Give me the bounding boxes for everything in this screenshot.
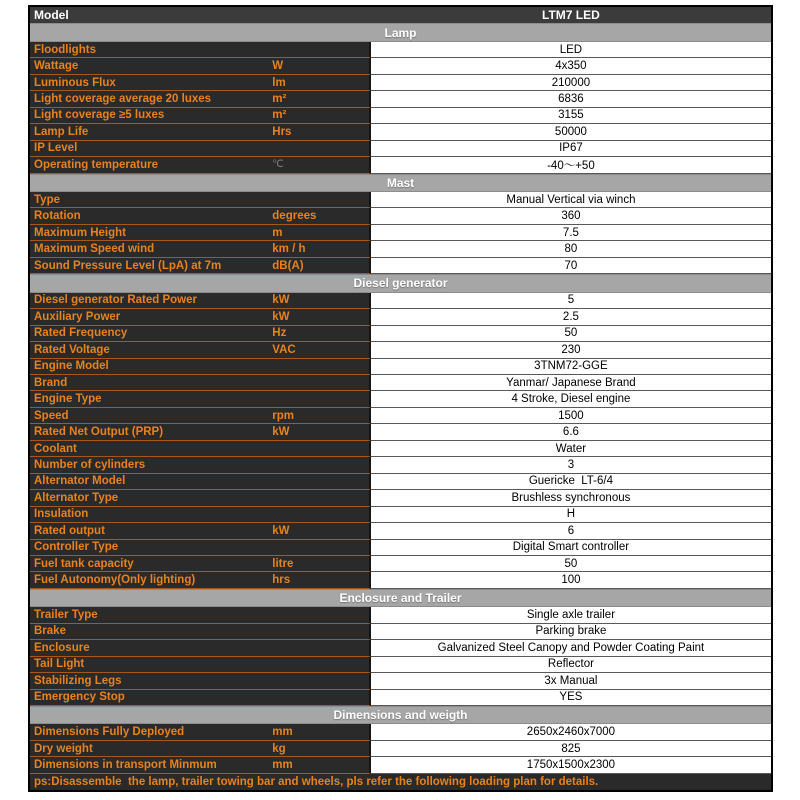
spec-row — [30, 293, 771, 309]
spec-row — [30, 375, 771, 391]
spec-row — [30, 75, 771, 91]
spec-label-cell — [30, 424, 371, 440]
spec-value: 230 — [371, 342, 771, 358]
spec-row — [30, 326, 771, 342]
spec-row — [30, 757, 771, 773]
spec-value: YES — [371, 690, 771, 706]
spec-value: 4 Stroke, Diesel engine — [371, 391, 771, 407]
spec-label: Stabilizing Legs — [34, 674, 122, 687]
spec-label: Controller Type — [34, 541, 119, 554]
spec-label-cell — [30, 408, 371, 424]
spec-row — [30, 141, 771, 157]
model-header-value: LTM7 LED — [542, 8, 600, 23]
spec-label-cell — [30, 157, 371, 173]
spec-unit: W — [272, 60, 284, 73]
spec-label-cell — [30, 673, 371, 689]
spec-row — [30, 42, 771, 58]
spec-value: 50 — [371, 326, 771, 342]
spec-row — [30, 724, 771, 740]
spec-value: Yanmar/ Japanese Brand — [371, 375, 771, 391]
spec-unit: km / h — [272, 243, 306, 256]
spec-unit: VAC — [272, 343, 296, 356]
spec-row — [30, 507, 771, 523]
footer-note: ps:Disassemble the lamp, trailer towing bar and wheels, pls refer the following loading plan for details. — [30, 774, 771, 790]
spec-row — [30, 108, 771, 124]
spec-value: 825 — [371, 741, 771, 757]
spec-label-cell — [30, 540, 371, 556]
spec-label-cell — [30, 108, 371, 124]
spec-unit: ℃ — [272, 159, 284, 171]
spec-value: Parking brake — [371, 624, 771, 640]
spec-label: Luminous Flux — [34, 76, 116, 89]
spec-label-cell — [30, 556, 371, 572]
spec-label-cell — [30, 91, 371, 107]
spec-row — [30, 607, 771, 623]
spec-label: Maximum Height — [34, 226, 127, 239]
spec-unit: degrees — [272, 210, 317, 223]
spec-row — [30, 225, 771, 241]
spec-label: Engine Model — [34, 360, 109, 373]
spec-row — [30, 540, 771, 556]
spec-label: Rated output — [34, 524, 105, 537]
spec-unit: m² — [272, 92, 287, 105]
spec-label-cell — [30, 58, 371, 74]
spec-label: Engine Type — [34, 393, 102, 406]
spec-label: Lamp Life — [34, 125, 89, 138]
spec-unit: kW — [272, 294, 290, 307]
spec-value: 4x350 — [371, 58, 771, 74]
spec-value: 50 — [371, 556, 771, 572]
spec-row — [30, 359, 771, 375]
spec-label: Dry weight — [34, 742, 93, 755]
spec-value: 210000 — [371, 75, 771, 91]
spec-value: 1500 — [371, 408, 771, 424]
spec-row — [30, 124, 771, 140]
spec-label-cell — [30, 241, 371, 257]
spec-label-cell — [30, 124, 371, 140]
spec-label-cell — [30, 192, 371, 208]
spec-value: Water — [371, 441, 771, 457]
spec-label: Alternator Type — [34, 491, 119, 504]
spec-unit: kW — [272, 310, 290, 323]
spec-unit: kg — [272, 742, 286, 755]
spec-label-cell — [30, 474, 371, 490]
spec-row — [30, 408, 771, 424]
spec-value: 6836 — [371, 91, 771, 107]
spec-label-cell — [30, 572, 371, 588]
spec-row — [30, 192, 771, 208]
spec-row — [30, 342, 771, 358]
spec-label: Brand — [34, 376, 68, 389]
spec-value: 6 — [371, 523, 771, 539]
spec-value: 7.5 — [371, 225, 771, 241]
spec-value: 3155 — [371, 108, 771, 124]
spec-label: Operating temperature — [34, 158, 158, 171]
spec-label: Dimensions Fully Deployed — [34, 726, 185, 739]
model-header-label: Model — [34, 8, 69, 23]
spec-label: Brake — [34, 625, 66, 638]
spec-label: Wattage — [34, 60, 79, 73]
spec-label: IP Level — [34, 142, 78, 155]
spec-value: -40～+50 — [371, 157, 771, 173]
spec-row — [30, 741, 771, 757]
spec-label: Type — [34, 193, 60, 206]
spec-row — [30, 241, 771, 257]
spec-label-cell — [30, 293, 371, 309]
spec-value: 70 — [371, 258, 771, 274]
spec-unit: m² — [272, 109, 287, 122]
spec-label: Fuel tank capacity — [34, 557, 134, 570]
spec-row — [30, 58, 771, 74]
spec-value: 5 — [371, 293, 771, 309]
spec-label: Rated Frequency — [34, 327, 128, 340]
spec-label-cell — [30, 457, 371, 473]
spec-unit: dB(A) — [272, 259, 304, 272]
spec-label: Insulation — [34, 508, 89, 521]
spec-value: 2.5 — [371, 309, 771, 325]
spec-value: Guericke LT-6/4 — [371, 474, 771, 490]
spec-row — [30, 523, 771, 539]
section-header: Enclosure and Trailer — [30, 589, 771, 607]
spec-label-cell — [30, 624, 371, 640]
spec-unit: Hrs — [272, 125, 292, 138]
spec-label-cell — [30, 507, 371, 523]
spec-label-cell — [30, 523, 371, 539]
spec-label-cell — [30, 75, 371, 91]
spec-label-cell — [30, 42, 371, 58]
spec-label: Enclosure — [34, 641, 90, 654]
spec-row — [30, 474, 771, 490]
model-header-row — [30, 7, 771, 23]
spec-label: Rated Net Output (PRP) — [34, 426, 164, 439]
spec-label: Rated Voltage — [34, 343, 110, 356]
spec-row — [30, 391, 771, 407]
spec-label-cell — [30, 326, 371, 342]
spec-value: 3 — [371, 457, 771, 473]
spec-label-cell — [30, 757, 371, 773]
spec-label: Coolant — [34, 442, 77, 455]
section-header: Mast — [30, 174, 771, 192]
spec-label-cell — [30, 690, 371, 706]
section-header: Lamp — [30, 23, 771, 41]
spec-value: H — [371, 507, 771, 523]
spec-table — [28, 5, 773, 792]
spec-label-cell — [30, 375, 371, 391]
section-header: Dimensions and weigth — [30, 706, 771, 724]
spec-row — [30, 157, 771, 173]
spec-value: Manual Vertical via winch — [371, 192, 771, 208]
spec-label-cell — [30, 309, 371, 325]
spec-row — [30, 690, 771, 706]
spec-row — [30, 441, 771, 457]
spec-row — [30, 424, 771, 440]
spec-label-cell — [30, 225, 371, 241]
spec-unit: rpm — [272, 409, 295, 422]
spec-value: IP67 — [371, 141, 771, 157]
spec-unit: mm — [272, 759, 293, 772]
spec-value: 100 — [371, 572, 771, 588]
spec-label-cell — [30, 441, 371, 457]
spec-label: Speed — [34, 409, 69, 422]
spec-row — [30, 490, 771, 506]
spec-value: 3TNM72-GGE — [371, 359, 771, 375]
spec-label-cell — [30, 342, 371, 358]
spec-label: Emergency Stop — [34, 691, 125, 704]
spec-label-cell — [30, 724, 371, 740]
spec-row — [30, 572, 771, 588]
spec-label: Rotation — [34, 210, 81, 223]
spec-label: Floodlights — [34, 43, 96, 56]
spec-label-cell — [30, 391, 371, 407]
spec-label: Maximum Speed wind — [34, 243, 155, 256]
spec-label: Fuel Autonomy(Only lighting) — [34, 574, 196, 587]
spec-unit: kW — [272, 524, 290, 537]
spec-unit: kW — [272, 426, 290, 439]
spec-row — [30, 258, 771, 274]
spec-unit: m — [272, 226, 283, 239]
spec-unit: hrs — [272, 574, 291, 587]
spec-value: 80 — [371, 241, 771, 257]
spec-label: Auxiliary Power — [34, 310, 121, 323]
spec-label: Number of cylinders — [34, 458, 146, 471]
spec-row — [30, 208, 771, 224]
spec-label-cell — [30, 741, 371, 757]
spec-value: Brushless synchronous — [371, 490, 771, 506]
spec-label-cell — [30, 359, 371, 375]
spec-value: 3x Manual — [371, 673, 771, 689]
spec-label: Diesel generator Rated Power — [34, 294, 197, 307]
spec-label: Alternator Model — [34, 475, 126, 488]
spec-row — [30, 657, 771, 673]
spec-value: 2650x2460x7000 — [371, 724, 771, 740]
spec-unit: litre — [272, 557, 294, 570]
spec-unit: Hz — [272, 327, 287, 340]
spec-label: Trailer Type — [34, 609, 98, 622]
spec-row — [30, 640, 771, 656]
spec-label-cell — [30, 258, 371, 274]
spec-row — [30, 624, 771, 640]
spec-value: 50000 — [371, 124, 771, 140]
spec-label-cell — [30, 490, 371, 506]
spec-value: Digital Smart controller — [371, 540, 771, 556]
spec-value: Galvanized Steel Canopy and Powder Coating Paint — [371, 640, 771, 656]
section-header: Diesel generator — [30, 274, 771, 292]
spec-unit: mm — [272, 726, 293, 739]
spec-unit: lm — [272, 76, 286, 89]
spec-label: Dimensions in transport Minmum — [34, 759, 217, 772]
spec-value: 1750x1500x2300 — [371, 757, 771, 773]
spec-label-cell — [30, 657, 371, 673]
spec-row — [30, 309, 771, 325]
spec-label: Light coverage ≥5 luxes — [34, 109, 165, 122]
spec-row — [30, 91, 771, 107]
spec-row — [30, 457, 771, 473]
spec-value: LED — [371, 42, 771, 58]
spec-row — [30, 556, 771, 572]
spec-label-cell — [30, 141, 371, 157]
spec-label: Light coverage average 20 luxes — [34, 92, 212, 105]
spec-row — [30, 673, 771, 689]
spec-value: 360 — [371, 208, 771, 224]
spec-label: Tail Light — [34, 658, 85, 671]
spec-label-cell — [30, 607, 371, 623]
spec-label-cell — [30, 208, 371, 224]
spec-value: Reflector — [371, 657, 771, 673]
spec-label-cell — [30, 640, 371, 656]
spec-label: Sound Pressure Level (LpA) at 7m — [34, 259, 222, 272]
spec-value: Single axle trailer — [371, 607, 771, 623]
spec-value: 6.6 — [371, 424, 771, 440]
